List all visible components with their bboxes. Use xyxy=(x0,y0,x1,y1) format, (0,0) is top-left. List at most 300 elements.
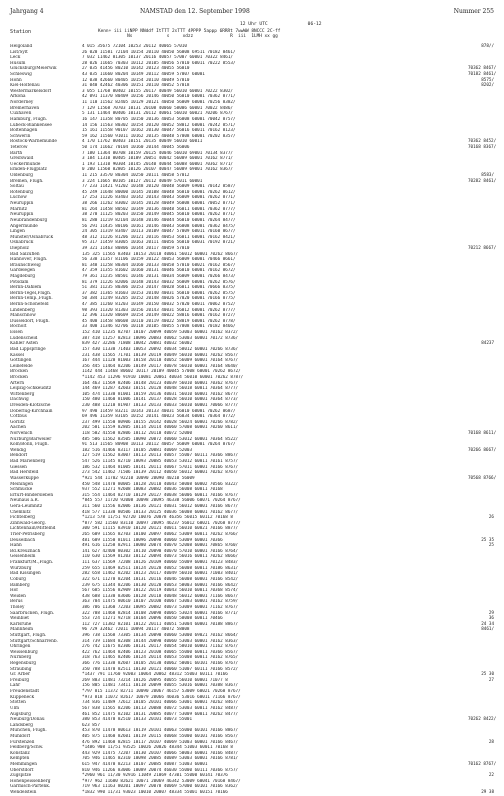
station-name: Coburg xyxy=(10,576,27,582)
station-name: Kahler Asten xyxy=(10,341,38,347)
station-observation: 315 554 11464 82710 10129 20127 40038 56006 60011 70166 8767/ xyxy=(82,492,239,498)
station-observation: 3 055 11768 80402 10155 20117 40049 56010 60001 70222 8302/ xyxy=(82,88,233,94)
station-observation: 1437 791 11760 92003 10064 20062 48312 55003 60111 70166 xyxy=(84,672,228,678)
station-observation: 48 312 11226 81206 10121 20116 40053 56011 60001 70162 8421/ xyxy=(82,234,236,240)
station-name: Wittenberg xyxy=(10,391,35,397)
station-observation: 50 384 11249 83205 10152 20148 40026 57020 60001 70166 8775/ xyxy=(82,296,236,302)
station-observation: 380 853 41470 82510 10133 20101 40073 55001 xyxy=(82,717,193,723)
station-observation: 282 658 11462 82202 10123 20117 40049 56010 60001 71003 8401/ xyxy=(82,571,239,577)
station-observation: 31 040 42462 40306 10151 20110 40052 57018 xyxy=(82,83,190,89)
station-name: Bad Hersfeld xyxy=(10,470,39,476)
station-marker: * xyxy=(82,790,85,796)
station-observation: 734 836 11489 72612 10105 20101 40066 53001 60001 70262 8467/ xyxy=(82,700,239,706)
station-observation: 186 532 11464 81005 10141 20111 40067 57011 60001 70166 8767/ xyxy=(82,464,239,470)
station-name: Nörvenich xyxy=(10,431,33,437)
station-extra: 70266 8667/ xyxy=(468,447,497,453)
station-name: Berlin-Temp.,Flugh. xyxy=(10,296,53,302)
station-extra: 70362 8452/ xyxy=(468,139,497,145)
station-observation: 69 496 11359 83105 10152 20141 40023 56034 60001 70364 8772/ xyxy=(82,414,236,420)
station-observation: 7 180 11364 80708 10159 20125 40046 56010 69001 70134 8377/ xyxy=(82,150,233,156)
station-observation: 81 280 11219 82104 10148 20146 40044 56010 60001 70264 8477/ xyxy=(82,217,236,223)
station-observation: 461 852 11475 82102 10131 20085 40077 53009 60011 70262 8477/ xyxy=(82,711,239,717)
station-observation: 43 035 11660 80204 10149 20112 40059 57007 60001 xyxy=(82,72,205,78)
station-extra: 70162 8767/ xyxy=(468,762,497,767)
station-name: Cuxhaven xyxy=(10,111,32,117)
station-name: Trier-Petrisberg xyxy=(10,532,45,538)
station-name: Weissenburg xyxy=(10,649,38,655)
station-name: Westermarkelsdorf xyxy=(10,88,52,94)
station-name: Augsburg xyxy=(10,711,31,717)
station-observation: 59 162 11560 91011 10162 20135 40048 57008 60001 70202 8357/ xyxy=(82,133,236,139)
station-name: Mühldorf xyxy=(10,733,31,739)
station-name: Mannheim xyxy=(10,627,34,633)
station-observation: 152 410 11235 82707 10107 20099 40059 53003 60001 70162 8372/ xyxy=(82,330,239,336)
station-name: Würzburg xyxy=(10,565,32,571)
station-name: Stötten xyxy=(10,700,26,706)
station-name: Weinbiet xyxy=(10,616,29,622)
station-name: Leipzig-Schkeuditz xyxy=(10,386,52,392)
station-name: Zugspitze xyxy=(10,773,32,779)
station-marker: * xyxy=(82,694,85,700)
station-name: Diepholz xyxy=(10,245,29,251)
station-observation: 937 552 11271 92608 10083 20082 40036 56008 60011 70168 xyxy=(82,487,223,493)
station-name: Göttingen xyxy=(10,358,32,364)
station-observation: 485 506 11562 83505 10090 20072 40060 53012 60001 70364 8522/ xyxy=(82,436,239,442)
station-observation: 350 788 11470 82511 10130 20121 40060 51007 60111 70166 8572/ xyxy=(82,666,239,672)
station-observation: 553 724 11271 92718 10104 20096 40050 58008 60011 70466 xyxy=(82,616,223,622)
station-name: Lübeck-Blankensee xyxy=(10,122,52,128)
station-name: Bamberg xyxy=(10,582,30,588)
station-observation: 135 325 11565 83403 10153 20118 40061 56012 60001 70262 8667/ xyxy=(82,251,239,257)
station-extra: 25 35 xyxy=(481,537,494,543)
station-name: Braunschweig xyxy=(10,262,41,268)
station-name: Dachwig xyxy=(10,397,29,403)
station-observation: 387 418 11257 82813 10096 20083 40062 53003 60001 70172 8736/ xyxy=(82,335,239,341)
station-observation: 2960 961 11/30 92916 11049 21069 47301 55000 60141 70376 xyxy=(84,773,228,779)
station-name: Bremen, Flugh. xyxy=(10,178,44,184)
station-observation: 719 963 11163 80201 10097 20078 40069 57000 60101 70166 8362/ xyxy=(82,784,239,790)
station-observation: 12 038 42660 80405 10154 20110 40049 57010 xyxy=(82,77,190,83)
station-observation: 7 129 11568 70703 10131 20108 40060 58006 60001 70022 8486/ xyxy=(82,105,233,111)
station-name: Angermünde xyxy=(10,223,38,229)
station-observation: 322 708 11468 82814 10108 20098 40065 53024 60001 70166 8771/ xyxy=(82,610,239,616)
volume-label: Jahrgang 4 xyxy=(10,8,44,15)
station-observation: 144 469 11287 42603 10151 20128 40048 56018 60011 70364 8777/ xyxy=(82,386,239,392)
station-name: Emden-Flugplatz xyxy=(10,167,47,173)
station-name: München, Flugh. xyxy=(10,728,47,734)
station-observation: 98 393 11320 81303 10156 20143 40031 56012 60001 70262 8777/ xyxy=(82,307,236,313)
station-name: Berlin-Dahlem xyxy=(10,285,42,291)
station-observation: 797 815 11372 82711 10090 20067 46157 53009 60021 70268 8767/ xyxy=(84,689,241,695)
station-observation: 111 637 11569 72208 10126 20109 40060 55009 60001 70123 8483/ xyxy=(82,560,239,566)
station-name: Bendorf xyxy=(10,453,28,459)
station-observation: 363 704 11475 80610 10107 20100 40067 53003 60001 70162 8759/ xyxy=(82,599,239,605)
station-observation: 47 359 11355 81602 10160 20131 40046 56010 60001 70162 8672/ xyxy=(82,268,236,274)
station-name: Köln/Bonn, Flugh. xyxy=(10,442,49,448)
station-name: Lichtenhain/Mittelnd xyxy=(10,526,56,532)
station-observation: 105 474 11330 81001 10159 20136 40031 56010 60001 70162 8677/ xyxy=(82,391,239,397)
station-name: Rotenburg xyxy=(10,189,33,195)
station-observation: 16 147 11358 80705 10150 20136 40053 56008 60001 70042 8757/ xyxy=(82,116,236,122)
station-observation: 5 131 11464 80406 10131 20112 40061 56010 60021 70206 8767/ xyxy=(82,111,233,117)
station-name: Brocken xyxy=(10,374,28,380)
station-name: Artern xyxy=(10,380,25,386)
station-name: Nürnberg xyxy=(10,655,32,661)
station-name: Greifswald xyxy=(10,156,34,162)
report-slot: 06-12 xyxy=(307,22,322,27)
station-name: Berlin-Schönefeld xyxy=(10,302,49,308)
station-name: Wasserkuppe xyxy=(10,475,39,481)
station-name: Osnabrück xyxy=(10,240,34,246)
station-observation: 322 671 11270 82204 10131 20116 40046 56008 60001 70166 8542/ xyxy=(82,576,239,582)
station-marker: * xyxy=(82,689,85,695)
station-observation: 38 270 11125 80203 10150 20149 40045 56010 60001 70262 8771/ xyxy=(82,212,236,218)
station-extra: 27 xyxy=(488,677,494,683)
station-observation: 45 400 11458 80608 10110 20119 40022 58019 60001 70262 8778/ xyxy=(82,318,236,324)
station-observation: 1142 453 11296 91910 10081 20061 40034 56010 60001 70262 8787/ xyxy=(84,374,244,380)
station-observation: 37 382 11365 81603 10153 20140 40031 56010 60001 70262 8575/ xyxy=(82,290,236,296)
station-observation: 28 026 11665 70303 10112 20105 40056 57010 60011 70222 8553/ xyxy=(82,60,236,66)
station-extra: 29 xyxy=(488,610,494,616)
station-observation: 705 946 11465 82310 10098 20085 40089 53003 60001 70166 8781/ xyxy=(82,756,239,762)
station-name: Geisenheim xyxy=(10,554,36,560)
station-name: Gr. Arber xyxy=(10,672,31,678)
station-observation: 81 264 11458 80502 10149 20136 40048 56011 60001 70362 8777/ xyxy=(82,206,236,212)
station-name: Bremerhaven xyxy=(10,105,40,111)
station-observation: 141 627 42400 80302 10110 20090 40070 57010 60001 70166 8764/ xyxy=(82,548,239,554)
station-observation: 1486 908 11/51 93525 10026 20026 48344 51003 60011 70168 8 xyxy=(84,745,233,751)
station-observation: 450 548 11470 80005 10128 20110 40043 58008 60002 70566 8322/ xyxy=(82,481,239,487)
station-extra: 70182 8461/ xyxy=(468,72,497,78)
station-observation: 453 870 11470 80613 10119 20101 40063 55000 60101 70166 8867/ xyxy=(82,728,239,734)
station-extra: 70362 8467/ xyxy=(468,66,497,72)
station-name: Oldenburg xyxy=(10,173,34,179)
station-name: Schleswig xyxy=(10,72,32,78)
station-observation: 386 706 11360 72203 10095 20082 40073 53009 60001 71162 8767/ xyxy=(82,604,239,610)
station-name: Neuruppin xyxy=(10,201,34,207)
publication-date: NAMSTAD den 12. September 1998 xyxy=(140,8,250,15)
station-observation: 237 499 11550 80906 10155 20142 40028 56024 60001 70266 8782/ xyxy=(82,419,239,425)
station-observation: 265 609 11565 82703 10100 20097 40062 53009 60011 70262 8766/ xyxy=(82,532,239,538)
station-name: Soltau xyxy=(10,184,24,190)
station-observation: 39 321 11463 80806 10144 20117 40059 57010 xyxy=(82,245,190,251)
station-observation: 96 729 32462 72011 10094 20117 40072 58008 xyxy=(82,627,190,633)
station-marker: * xyxy=(82,374,85,380)
station-extra: 24 34 xyxy=(481,621,494,627)
station-observation: 845 557 11720 92008 10098 20095 46338 56006 60071 70264 8767/ xyxy=(84,498,241,504)
station-observation: 231 438 11565 71701 10139 20119 40049 56010 60001 70262 8567/ xyxy=(82,352,239,358)
station-observation: 481 609 11550 81011 10096 20098 40060 53009 60001 70366 xyxy=(82,537,223,543)
station-extra: 70568 8766/ xyxy=(468,475,497,481)
station-observation: 273 542 11462 71506 10139 20112 40050 56012 60001 70262 8767/ xyxy=(82,470,239,476)
station-name: Düsseldorf, Flugh. xyxy=(10,318,50,324)
station-extra: 84237 xyxy=(481,341,494,347)
station-name: Regensburg xyxy=(10,661,37,667)
station-name: Norderney xyxy=(10,100,34,106)
station-marker: * xyxy=(82,773,85,779)
station-observation: 38 266 11262 83002 10145 20128 40049 56008 60001 70052 8771/ xyxy=(82,201,236,207)
station-observation: 97 490 11459 83211 10143 20133 40031 56010 60001 70262 8687/ xyxy=(82,408,236,414)
station-name: Ulm xyxy=(10,705,19,711)
station-extra: 26 xyxy=(488,515,494,521)
station-observation: 567 838 11565 82206 10113 20088 40072 53003 60011 70162 8487/ xyxy=(82,705,239,711)
station-name: Neuhaus a.R. xyxy=(10,498,39,504)
station-observation: 42 091 11370 80409 10156 20146 40050 56010 60081 70362 8771/ xyxy=(82,94,236,100)
station-observation: 438 688 11330 83606 10128 20118 40048 56012 60001 71166 8667/ xyxy=(82,593,239,599)
station-observation: 1142 444 11468 80602 10117 20109 40045 57008 60001 70262 8672/ xyxy=(82,369,241,375)
station-observation: 3 224 11665 80105 10127 20112 40049 57011 60001 xyxy=(82,178,203,184)
station-observation: 1 193 11310 90304 10145 20140 40044 56008 60001 70362 8771/ xyxy=(82,161,233,167)
station-observation: 127 519 11562 83007 10113 20113 40057 55007 60111 70366 8867/ xyxy=(82,453,239,459)
station-observation: 81 379 11226 82006 10148 20143 40032 56009 60001 70262 8576/ xyxy=(82,279,236,285)
station-name: Deuselbach xyxy=(10,537,36,543)
station-observation: 164 463 11569 82406 10148 20123 40039 56010 60001 70362 8767/ xyxy=(82,380,239,386)
station-name: Münster/Osnabrück xyxy=(10,234,54,240)
station-observation: 977 962 11680 82621 10071 20069 46342 53009 60041 70168 8467/ xyxy=(84,778,241,784)
station-name: Konstanz xyxy=(10,750,30,756)
station-observation: 56 338 11357 81106 10159 20122 40053 56009 60001 70466 8661/ xyxy=(82,257,236,263)
station-marker: * xyxy=(82,475,85,481)
station-name: Husum xyxy=(10,60,26,66)
station-extra: 70168 8367/ xyxy=(468,144,497,150)
station-observation: 202 501 11559 82805 10114 20114 40060 57008 60001 70260 8611/ xyxy=(82,425,239,431)
station-name: Memmingen xyxy=(10,762,37,767)
station-observation: 973 818 11072 82617 10079 20066 46036 53016 60011 71166 8767/ xyxy=(84,694,241,700)
station-observation: 15 161 11558 90107 10162 20130 40047 56016 60011 70162 8123/ xyxy=(82,128,236,134)
station-observation: 33 400 11346 82706 10118 20105 40055 57008 60001 70182 8466/ xyxy=(82,324,236,330)
station-name: Ueckermünde xyxy=(10,161,41,167)
station-observation: 95 317 11459 83005 10163 20111 40056 56010 60031 70192 8721/ xyxy=(82,240,236,246)
station-name: Öhringen xyxy=(10,644,31,650)
station-observation: 230 488 11210 81907 10133 20133 40033 56010 60001 70066 8777/ xyxy=(82,403,239,408)
station-name: Schwerin xyxy=(10,133,31,139)
station-name: Landsberg xyxy=(10,722,33,728)
station-name: Lindenberg xyxy=(10,307,35,313)
station-extra: 70168 8611/ xyxy=(468,431,497,437)
station-name: Helgoland xyxy=(10,44,33,49)
station-name: Neuruppin xyxy=(10,212,34,218)
station-name: Fichtelberg xyxy=(10,515,35,521)
station-observation: 157 430 11330 71403 10053 20092 40034 58012 60001 70266 8736/ xyxy=(82,346,239,352)
station-observation: 1832 990 11/31 93023 10010 20007 48334 55001 60151 70166 xyxy=(84,790,228,796)
station-name: Teterow xyxy=(10,144,28,150)
station-observation: 567 685 11556 82909 10122 20119 40043 56010 60011 70368 8574/ xyxy=(82,588,239,594)
station-observation: 12 396 11320 80609 10154 20149 40022 58016 60001 70162 8727/ xyxy=(82,313,236,319)
station-name: Berlin-Tegel,Flugh. xyxy=(10,290,52,296)
station-name: Magdeburg xyxy=(10,273,36,279)
station-name: Meiningen xyxy=(10,481,34,487)
station-marker: * xyxy=(82,745,85,751)
station-observation: 118 502 41558 82806 10112 20110 40072 52000 xyxy=(82,431,193,437)
station-name: Lüchow xyxy=(10,195,27,201)
station-name: Zinnwald-Georg. xyxy=(10,520,47,526)
station-extra: 36 xyxy=(488,616,494,622)
station-name: Bad Marienberg xyxy=(10,459,46,465)
station-extra: 8583/ xyxy=(481,173,494,179)
station-name: Kempten xyxy=(10,756,30,762)
station-observation: 259 655 11469 82511 10124 20120 40052 56008 60011 70186 8631/ xyxy=(82,565,239,571)
station-observation: 56 291 11435 80106 10161 20146 40043 56008 60001 70362 8475/ xyxy=(82,223,236,229)
station-observation: 318 763 11465 82406 10124 20114 40053 55008 60011 70162 8765/ xyxy=(82,655,239,661)
station-observation: 276 742 11675 82306 10131 20117 40054 58010 60001 71162 8767/ xyxy=(82,644,239,650)
station-name: Barth xyxy=(10,150,23,156)
station-observation: 366 776 11338 82607 10105 20130 40062 50001 60101 70166 8767/ xyxy=(82,661,239,667)
station-name: Kiel-Holtenau xyxy=(10,83,40,89)
station-name: Marnitz xyxy=(10,206,27,212)
station-observation: 314 739 11684 82308 10144 20090 40060 53003 60001 70162 8363/ xyxy=(82,638,239,644)
station-name: Manschnow xyxy=(10,313,36,319)
report-time-line xyxy=(240,22,362,27)
station-name: Nürburg/Barweiler xyxy=(10,436,52,442)
station-extra: 70262 8422/ xyxy=(468,717,497,723)
station-observation: 11 110 11562 82405 10129 20121 40050 56009 60001 70256 8382/ xyxy=(82,100,236,106)
station-name: Lüdenscheid xyxy=(10,335,38,341)
station-observation: 81 348 11258 80304 10160 20133 40058 57010 60021 70162 8567/ xyxy=(82,262,236,268)
station-name: Glücksburg/Meierwik xyxy=(10,66,57,72)
station-name: Essen xyxy=(10,330,23,336)
station-name: Berus xyxy=(10,599,23,605)
station-observation: 422 762 11464 82406 10123 20108 40065 55000 60011 70366 8567/ xyxy=(82,649,239,655)
station-extra: 22 xyxy=(488,773,494,779)
station-extra: 878// xyxy=(481,44,494,49)
page-header xyxy=(10,8,494,18)
station-name: Gardelegen xyxy=(10,268,36,274)
station-name: Karlsruhe xyxy=(10,621,32,627)
station-name: Hof xyxy=(10,588,18,594)
station-observation: 476 892 11468 82815 10117 20107 40069 51003 60001 70166 8467/ xyxy=(82,739,239,745)
station-extra: 25 30 xyxy=(481,672,494,678)
station-observation: 50 174 11662 70104 10160 20144 40045 56006 xyxy=(82,144,190,150)
station-observation: 182 516 41466 83117 10105 20081 40069 52003 xyxy=(82,447,193,453)
code-header-line-1: Kenn+ iii iiNPP NNddf ItTTT 2sTTT 4PPPP 5appp 6RRRt 7wwWW 8NCCC 2C-ff xyxy=(98,29,281,34)
station-name: Weiden xyxy=(10,593,26,599)
station-name: Chemnitz xyxy=(10,509,31,515)
station-observation: 51 381 11235 80306 10153 20147 40028 56011 60001 70666 8375/ xyxy=(82,285,236,291)
station-name: Leck xyxy=(10,55,21,61)
station-observation: 14 156 11563 80302 10154 20120 40052 58012 60001 70242 8571/ xyxy=(82,122,236,128)
station-name: Görlitz xyxy=(10,419,25,425)
station-name: Hahn xyxy=(10,543,22,549)
station-name: Wendig xyxy=(10,447,27,453)
station-name: Hohenpeissenberg xyxy=(10,778,51,784)
station-name: Potsdam xyxy=(10,279,29,285)
station-observation: 167 444 11120 81003 10158 20110 40052 56009 60001 70164 8767/ xyxy=(82,358,239,364)
station-name: Cottbus xyxy=(10,414,27,420)
station-column-label: Station xyxy=(10,29,32,35)
station-observation: 47 385 11260 81203 10149 20150 40032 57020 60011 70062 8752/ xyxy=(82,302,236,308)
station-marker: * xyxy=(82,672,85,678)
station-extra: 28 xyxy=(488,739,494,745)
station-name: Aachen xyxy=(10,425,26,431)
code-column-labels xyxy=(98,29,280,39)
station-marker: * xyxy=(82,515,85,521)
station-observation: 79 361 11235 80501 10146 20131 40034 56009 60001 70266 8473/ xyxy=(82,273,236,279)
station-name: Leinefelde xyxy=(10,363,33,369)
issue-number: Nummer 255 xyxy=(453,8,494,15)
station-observation: 615 947 41470 82213 10107 20085 40087 51003 60001 xyxy=(82,762,208,767)
station-name: Feldberg/Schw. xyxy=(10,745,44,751)
station-name: Erfurt-Bindersleben xyxy=(10,492,54,498)
station-name: Kassel xyxy=(10,352,24,358)
station-observation: 300 591 11115 83910 10120 20121 40011 56010 60021 70166 8877/ xyxy=(82,526,239,532)
station-name: Straubing xyxy=(10,666,32,672)
station-observation: 356 445 11464 82206 10149 20117 40078 56010 60001 70164 8640/ xyxy=(82,363,239,369)
station-observation: 810 946 11266 83006 10089 20074 46030 55000 60111 70366 8757/ xyxy=(82,767,239,773)
station-name: Neuburg/Donau xyxy=(10,717,45,723)
station-name: Frankfurt/M.,Flugh. xyxy=(10,560,54,566)
station-name: Brocken xyxy=(10,369,28,375)
station-observation: 91 513 11565 80908 10113 20112 40057 56009 60001 70264 8767/ xyxy=(82,442,236,448)
station-observation: 150 480 11460 81006 10141 20137 40028 56010 60001 70364 8773/ xyxy=(82,397,239,403)
station-row xyxy=(10,790,494,796)
station-observation: 239 675 11344 82206 10130 20120 40053 58003 60001 70166 8642/ xyxy=(82,582,239,588)
station-extra: 70212 8667/ xyxy=(468,245,497,251)
station-name: Lahr xyxy=(10,683,21,689)
station-name: Bad Lippspringe xyxy=(10,346,46,352)
station-extra: 8575/ xyxy=(481,77,494,83)
station-name: Stuttgart, Flugh. xyxy=(10,632,47,638)
station-observation: 77 233 11421 91202 10148 20120 40048 56009 69001 70142 8587/ xyxy=(82,184,236,190)
station-observation: 839 427 32286 71808 10042 20081 40032 56002 xyxy=(82,341,193,347)
station-observation: 17 253 11226 83403 10142 20143 40043 56009 60001 70262 8771/ xyxy=(82,195,236,201)
station-name: Giessen xyxy=(10,464,27,470)
station-marker: * xyxy=(82,520,85,526)
station-observation: 27 035 41456 80210 10142 20123 40055 56010 xyxy=(82,66,190,72)
station-observation: 921 544 11702 92210 10090 20090 40210 56009 xyxy=(84,475,195,481)
station-observation: 110 630 11569 81203 10112 20094 40073 56016 60011 70262 8666/ xyxy=(82,554,239,560)
station-name: Boltenhagen xyxy=(10,128,38,134)
station-extra: 8202/ xyxy=(481,83,494,89)
station-name: Bd.Kreuznach xyxy=(10,548,41,554)
station-observation: 418 577 11330 80506 10133 20125 40036 56008 60001 70162 8677/ xyxy=(82,509,239,515)
station-name: Fürstenzell xyxy=(10,739,35,745)
station-observation: 45 249 11648 80000 10145 20108 40048 56010 60001 70262 8612/ xyxy=(82,189,236,195)
station-name: Freudenstadt xyxy=(10,689,40,695)
station-observation: 4 015 35675 72104 10253 20112 40065 57010 xyxy=(82,44,187,49)
station-name: Stuttgart/Schnarrenb. xyxy=(10,638,58,644)
station-name: Neubrandenburg xyxy=(10,217,48,223)
station-observation: 112 727 11382 82101 10122 20111 40051 53004 60001 70188 8867/ xyxy=(82,621,239,627)
station-observation: 26 020 11581 72104 10154 20110 40050 56008 69511 70182 8461/ xyxy=(82,49,236,55)
station-name: Dresden-Klotzsche xyxy=(10,403,51,408)
station-marker: * xyxy=(82,778,85,784)
station-observation: 877 582 11560 83110 10097 20095 46237 56012 60021 70268 8777/ xyxy=(84,520,241,526)
station-name: Hohn xyxy=(10,77,22,83)
report-time: 12 Uhr UTC xyxy=(240,22,268,27)
station-observation: 4 170 11762 80403 10151 20135 40049 56010 60011 xyxy=(82,139,203,145)
station-name: Bad Salzuflen xyxy=(10,251,40,257)
station-observation: 443 929 11475 72207 10130 20107 40066 50003 60001 70166 8487/ xyxy=(82,750,239,756)
station-name: Arkona xyxy=(10,94,26,100)
station-name: Schmücke xyxy=(10,487,33,493)
station-observation: 24 305 11319 83407 10113 20109 40047 57009 60011 70160 8677/ xyxy=(82,229,236,235)
station-observation: 1213 578 11/51 92720 10076 20078 46356 56015 60112 70168 8 xyxy=(84,515,233,521)
station-observation: 405 875 11460 82601 10119 20115 40068 55000 60101 70166 8567/ xyxy=(82,733,239,739)
station-name: Saarbrücken, Flugh. xyxy=(10,610,55,616)
station-observation: 3 184 11310 80405 10109 20051 40042 56009 60001 70162 8771/ xyxy=(82,156,233,162)
station-name: Lingen xyxy=(10,229,25,235)
station-marker: * xyxy=(82,498,85,504)
station-name: Hannover, Flugh. xyxy=(10,257,48,263)
station-name: Oberstdorf xyxy=(10,767,34,773)
station-name: Freiburg xyxy=(10,677,30,683)
station-observation: 11 215 33570 80304 10250 20111 40058 57012 xyxy=(82,173,190,179)
station-observation: 396 738 11568 73305 10134 20090 40060 53000 69021 70162 8664/ xyxy=(82,632,239,638)
station-name: Gera-Leumnitz xyxy=(10,503,43,509)
station-observation: 491 616 11258 82911 10080 20074 40070 52008 60001 70865 8760/ xyxy=(82,543,239,549)
station-observation: 269 803 11481 73214 10126 20095 40055 56010 60001 71077 8 xyxy=(82,677,228,683)
station-observation: 7 032 11462 81305 10137 20116 40057 57007 60001 70322 8461/ xyxy=(82,55,233,61)
